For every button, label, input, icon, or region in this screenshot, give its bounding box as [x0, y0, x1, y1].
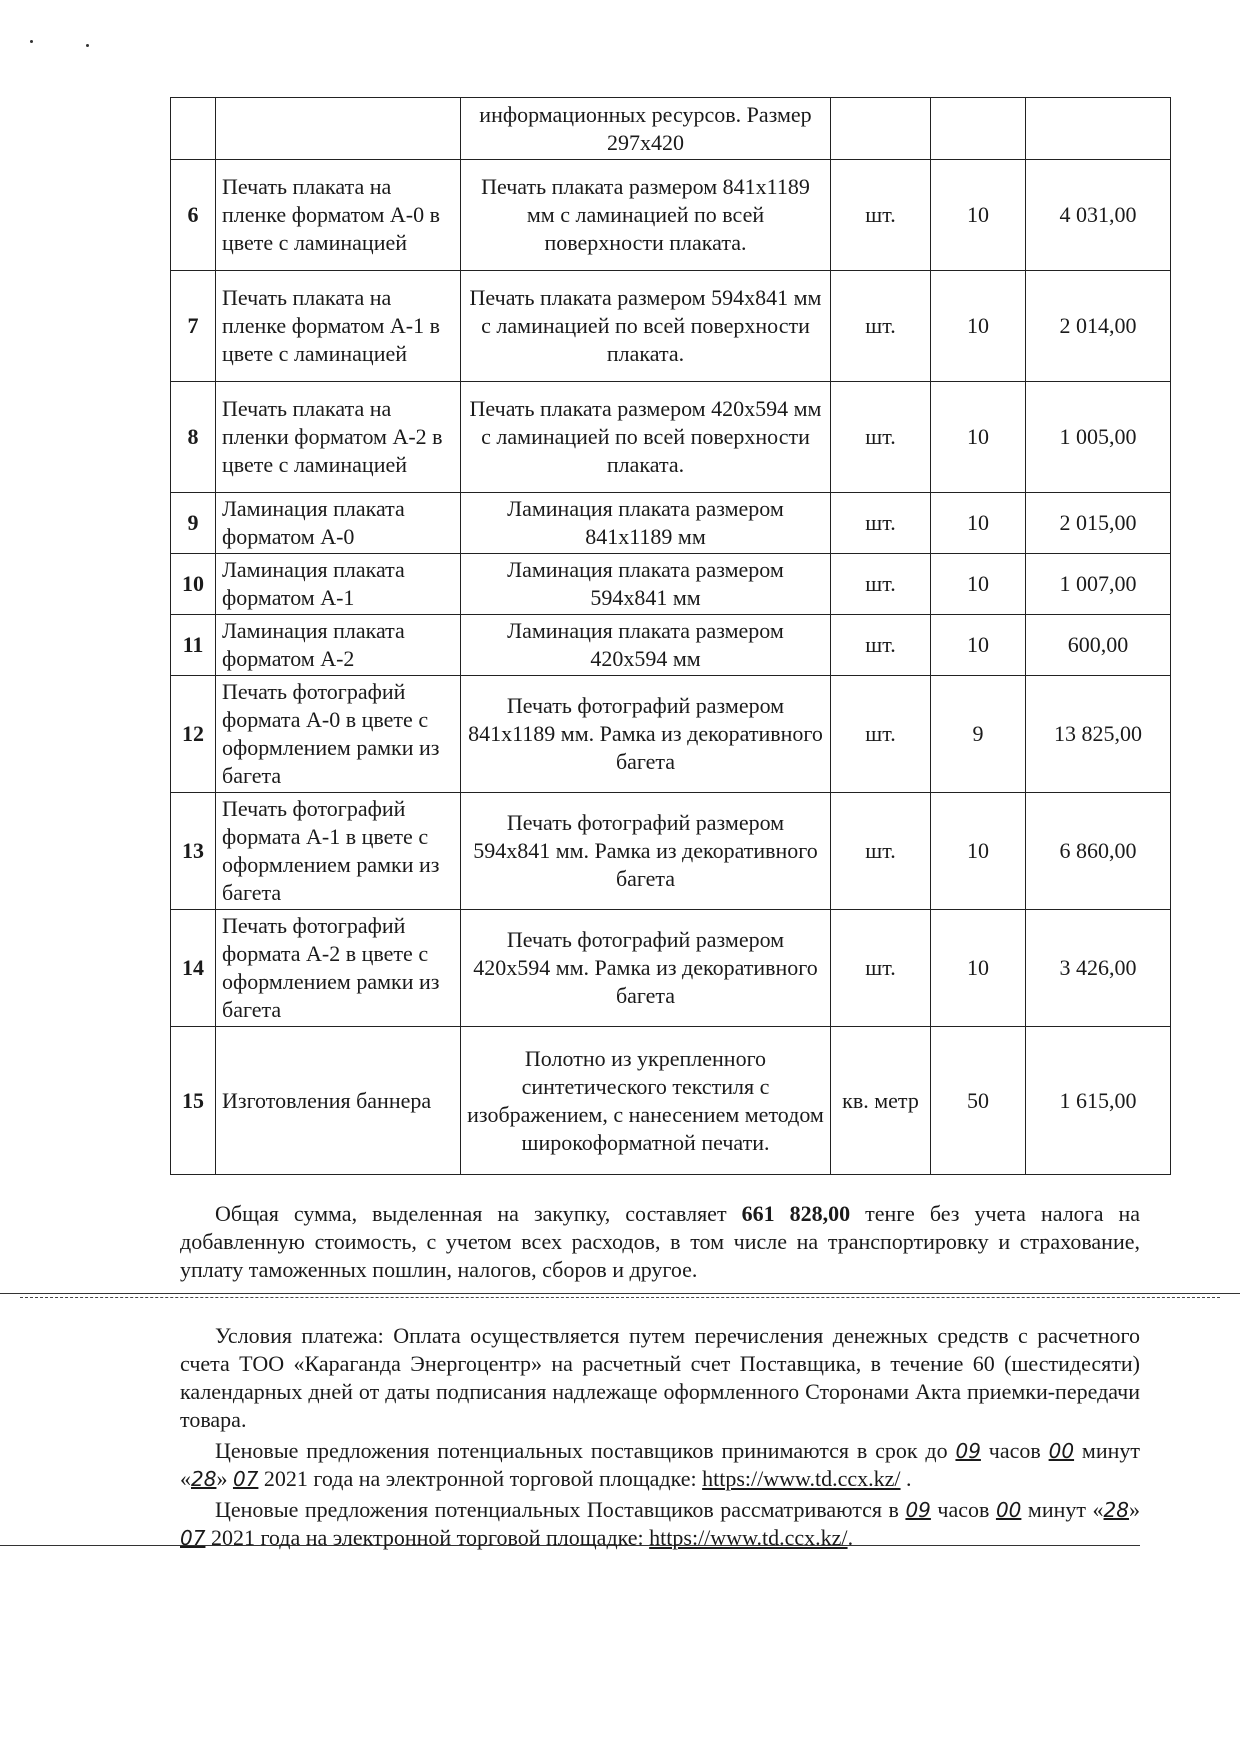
cell-name: Печать фотографий формата А-1 в цвете с оформлением рамки из багета	[216, 793, 461, 910]
accept-text: Ценовые предложения потенциальных поставщиков принимаются в срок до	[215, 1438, 956, 1463]
review-day: 28	[1103, 1498, 1129, 1522]
review-text: 2021 года на электронной торговой площадке:	[205, 1525, 650, 1550]
cell-num: 13	[171, 793, 216, 910]
cell-desc: Печать фотографий размером 594х841 мм. Рамка из декоративного багета	[461, 793, 831, 910]
cell-num: 14	[171, 910, 216, 1027]
total-amount: 661 828,00	[741, 1201, 851, 1226]
cell-desc: Ламинация плаката размером 594х841 мм	[461, 554, 831, 615]
cell-qty: 10	[931, 554, 1026, 615]
cell-num: 12	[171, 676, 216, 793]
cell-desc: Печать плаката размером 594х841 мм с ламинацией по всей поверхности плаката.	[461, 271, 831, 382]
accept-link[interactable]: https://www.td.ccx.kz/	[702, 1466, 901, 1491]
cell-price	[1026, 98, 1171, 160]
cell-name: Печать плаката на пленке форматом А-0 в цвете с ламинацией	[216, 160, 461, 271]
cell-num: 11	[171, 615, 216, 676]
cell-desc: Печать плаката размером 841х1189 мм с ламинацией по всей поверхности плаката.	[461, 160, 831, 271]
cell-unit: шт.	[831, 271, 931, 382]
cell-price: 1 615,00	[1026, 1027, 1171, 1175]
cell-unit: шт.	[831, 160, 931, 271]
cell-qty: 50	[931, 1027, 1026, 1175]
cell-desc: информационных ресурсов. Размер 297х420	[461, 98, 831, 160]
scan-speck	[30, 40, 33, 43]
cell-price: 1 007,00	[1026, 554, 1171, 615]
cell-desc: Ламинация плаката размером 841х1189 мм	[461, 493, 831, 554]
accept-text: »	[216, 1466, 233, 1491]
cell-qty: 10	[931, 493, 1026, 554]
accept-day: 28	[191, 1467, 217, 1491]
cell-name: Изготовления баннера	[216, 1027, 461, 1175]
table-row	[171, 493, 1171, 554]
page-rule-dashed	[20, 1297, 1220, 1298]
cell-desc: Печать плаката размером 420х594 мм с ламинацией по всей поверхности плаката.	[461, 382, 831, 493]
cell-desc: Печать фотографий размером 841х1189 мм. Рамка из декоративного багета	[461, 676, 831, 793]
cell-qty: 10	[931, 382, 1026, 493]
cell-price: 600,00	[1026, 615, 1171, 676]
cell-name	[216, 98, 461, 160]
review-minute: 00	[995, 1498, 1022, 1522]
review-text: часов	[930, 1497, 996, 1522]
cell-unit: шт.	[831, 382, 931, 493]
cell-unit	[831, 98, 931, 160]
cell-price: 2 015,00	[1026, 493, 1171, 554]
cell-num: 9	[171, 493, 216, 554]
cell-name: Печать фотографий формата А-2 в цвете с оформлением рамки из багета	[216, 910, 461, 1027]
cell-unit: шт.	[831, 676, 931, 793]
accept-month: 07	[232, 1467, 259, 1491]
cell-num: 15	[171, 1027, 216, 1175]
cell-price: 6 860,00	[1026, 793, 1171, 910]
table-row	[171, 271, 1171, 382]
cell-unit: шт.	[831, 615, 931, 676]
cell-price: 2 014,00	[1026, 271, 1171, 382]
cell-qty: 10	[931, 271, 1026, 382]
accept-text: .	[900, 1466, 912, 1491]
cell-num: 6	[171, 160, 216, 271]
review-text: Ценовые предложения потенциальных Поставщиков рассматриваются в	[215, 1497, 906, 1522]
review-hour: 09	[905, 1498, 931, 1522]
cell-unit: шт.	[831, 793, 931, 910]
cell-qty	[931, 98, 1026, 160]
table-row	[171, 160, 1171, 271]
accept-minute: 00	[1048, 1439, 1075, 1463]
cell-num: 7	[171, 271, 216, 382]
cell-desc: Полотно из укрепленного синтетического текстиля с изображением, с нанесением методом широкоформатной печати.	[461, 1027, 831, 1175]
table-row	[171, 1027, 1171, 1175]
accept-text: часов	[980, 1438, 1049, 1463]
table-row	[171, 910, 1171, 1027]
accept-text: минут «	[180, 1438, 1140, 1491]
items-table	[170, 97, 1171, 1175]
accept-paragraph	[180, 1437, 1140, 1493]
cell-qty: 10	[931, 160, 1026, 271]
table-row	[171, 793, 1171, 910]
cell-qty: 9	[931, 676, 1026, 793]
cell-num	[171, 98, 216, 160]
cell-desc: Печать фотографий размером 420х594 мм. Рамка из декоративного багета	[461, 910, 831, 1027]
cell-qty: 10	[931, 615, 1026, 676]
review-text: .	[847, 1525, 854, 1550]
review-text: минут «	[1021, 1497, 1104, 1522]
cell-name: Печать фотографий формата А-0 в цвете с оформлением рамки из багета	[216, 676, 461, 793]
review-text: »	[1128, 1497, 1140, 1522]
cell-num: 8	[171, 382, 216, 493]
cell-desc: Ламинация плаката размером 420х594 мм	[461, 615, 831, 676]
cell-unit: шт.	[831, 910, 931, 1027]
table-row	[171, 554, 1171, 615]
table-row	[171, 382, 1171, 493]
scan-speck	[86, 44, 89, 47]
review-link[interactable]: https://www.td.ccx.kz/	[649, 1525, 848, 1550]
page-rule	[0, 1293, 1240, 1294]
accept-hour: 09	[955, 1439, 981, 1463]
cell-qty: 10	[931, 793, 1026, 910]
total-paragraph	[180, 1200, 1140, 1284]
cell-unit: кв. метр	[831, 1027, 931, 1175]
review-paragraph	[180, 1496, 1140, 1552]
review-month: 07	[180, 1526, 206, 1550]
cell-name: Ламинация плаката форматом А-2	[216, 615, 461, 676]
cell-num: 10	[171, 554, 216, 615]
cell-name: Печать плаката на пленке форматом А-1 в цвете с ламинацией	[216, 271, 461, 382]
payment-paragraph: Условия платежа: Оплата осуществляется путем перечисления денежных средств с расчетного счета ТОО «Караганда Энергоцентр» на расчетный счет Поставщика, в течение 60 (шестидесяти) календарных дней от даты подписания надлежаще оформленного Сторонами Акта приемки-передачи товара.	[180, 1323, 1140, 1432]
total-text-rest: тенге без учета налога на добавленную стоимость, с учетом всех расходов, в том числе на транспортировку и страхование, уплату таможенных пошлин, налогов, сборов и другое.	[180, 1201, 1141, 1282]
cell-price: 1 005,00	[1026, 382, 1171, 493]
cell-price: 4 031,00	[1026, 160, 1171, 271]
total-text: Общая сумма, выделенная на закупку, составляет	[215, 1201, 742, 1226]
table-row	[171, 615, 1171, 676]
table-row	[171, 98, 1171, 160]
cell-name: Печать плаката на пленки форматом А-2 в цвете с ламинацией	[216, 382, 461, 493]
cell-name: Ламинация плаката форматом А-1	[216, 554, 461, 615]
cell-unit: шт.	[831, 554, 931, 615]
cell-price: 13 825,00	[1026, 676, 1171, 793]
cell-qty: 10	[931, 910, 1026, 1027]
cell-price: 3 426,00	[1026, 910, 1171, 1027]
cell-unit: шт.	[831, 493, 931, 554]
table-row	[171, 676, 1171, 793]
accept-text: 2021 года на электронной торговой площадке:	[258, 1466, 703, 1491]
cell-name: Ламинация плаката форматом А-0	[216, 493, 461, 554]
